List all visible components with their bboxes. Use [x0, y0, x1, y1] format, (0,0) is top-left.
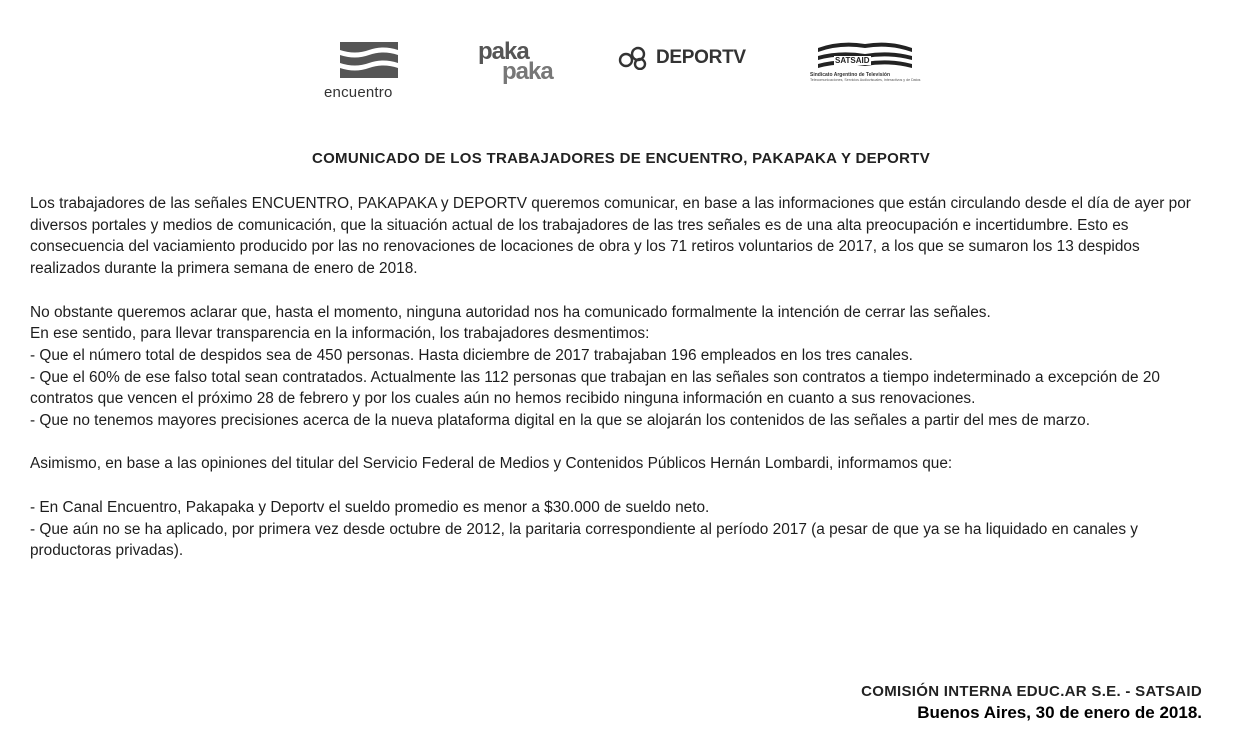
- encuentro-wordmark: encuentro: [324, 84, 393, 101]
- signature-place-date: Buenos Aires, 30 de enero de 2018.: [917, 703, 1202, 722]
- satsaid-subtitle: Sindicato Argentino de Televisión: [810, 72, 891, 78]
- signature-block: [861, 681, 1202, 724]
- denial-item-2: - Que el 60% de ese falso total sean contratados. Actualmente las 112 personas que trabajan en las señales son contratos a tiempo indeterminado a excepción de 20 contratos que vencen el próximo 28 de febrero y por los cuales aún no hemos recibido ninguna información en cuanto a sus renovaciones.: [30, 368, 1160, 408]
- satsaid-wordmark: SATSAID: [835, 56, 870, 65]
- satsaid-emblem-icon: [810, 38, 920, 70]
- paragraph-clarification: No obstante queremos aclarar que, hasta el momento, ninguna autoridad nos ha comunicado formalmente la intención de cerrar las señales.: [30, 303, 991, 321]
- satsaid-logo: [810, 38, 926, 83]
- pakapaka-logo: [476, 38, 576, 98]
- info-item-2: - Que aún no se ha aplicado, por primera vez desde octubre de 2012, la paritaria correspondiente al período 2017 (a pesar de que ya se ha liquidado en canales y productoras privadas).: [30, 520, 1138, 560]
- deportv-rings-icon: [618, 46, 650, 70]
- logo-bar: [320, 34, 930, 114]
- denial-item-3: - Que no tenemos mayores precisiones acerca de la nueva plataforma digital en la que se alojarán los contenidos de las señales a partir del mes de marzo.: [30, 412, 1090, 430]
- signature-organization: COMISIÓN INTERNA EDUC.AR S.E. - SATSAID: [861, 683, 1202, 700]
- encuentro-waves-icon: [338, 38, 400, 82]
- document-body: [30, 193, 1205, 562]
- deportv-wordmark: DEPORTV: [656, 47, 746, 68]
- paragraph-information-intro: Asimismo, en base a las opiniones del titular del Servicio Federal de Medios y Contenidos Públicos Hernán Lombardi, informamos que:: [30, 455, 953, 473]
- pakapaka-wordmark-top: paka: [478, 38, 529, 65]
- pakapaka-wordmark-bottom: paka: [502, 58, 553, 85]
- paragraph-denial-intro: En ese sentido, para llevar transparencia en la información, los trabajadores desmentimos:: [30, 325, 650, 343]
- document-title: COMUNICADO DE LOS TRABAJADORES DE ENCUENTRO, PAKAPAKA Y DEPORTV: [311, 150, 931, 167]
- satsaid-subtitle-detail: Telecomunicaciones, Servicios Audiovisuales, Interactivos y de Datos: [810, 78, 921, 82]
- info-item-1: - En Canal Encuentro, Pakapaka y Deportv el sueldo promedio es menor a $30.000 de sueldo neto.: [30, 498, 710, 516]
- encuentro-logo: [324, 38, 416, 101]
- deportv-logo: [618, 46, 746, 70]
- paragraph-intro: Los trabajadores de las señales ENCUENTRO, PAKAPAKA y DEPORTV queremos comunicar, en base a las informaciones que están circulando desde el día de ayer por diversos portales y medios de comunicación, que la situación actual de los trabajadores de las tres señales es de una alta preocupación e incertidumbre. Esto es consecuencia del vaciamiento producido por las no renovaciones de locaciones de obra y los 71 retiros voluntarios de 2017, a los que se sumaron los 13 despidos realizados durante la primera semana de enero de 2018.: [30, 195, 1191, 278]
- denial-item-1: - Que el número total de despidos sea de 450 personas. Hasta diciembre de 2017 trabajaban 196 empleados en los tres canales.: [30, 346, 913, 364]
